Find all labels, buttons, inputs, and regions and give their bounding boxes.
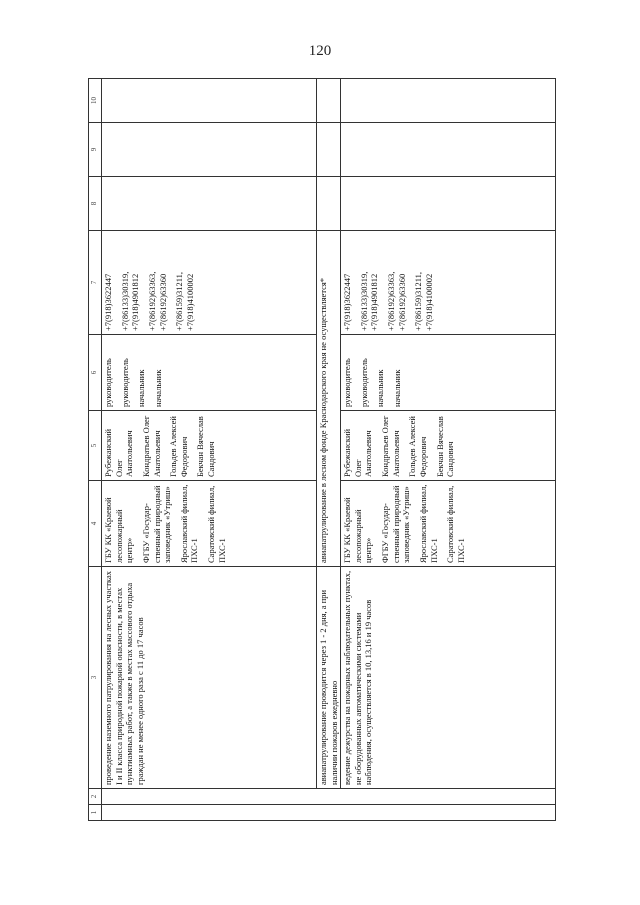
col-header-5: 5 bbox=[89, 411, 102, 481]
phone-text: +7(86159)31211, +7(918)4100002 bbox=[413, 271, 434, 331]
org-name: ГБУ КК «Краевой лесопожарный центр» bbox=[103, 497, 135, 563]
empty-cell bbox=[316, 123, 340, 177]
phone-text: +7(86192)63363, +7(86192)63360 bbox=[146, 271, 168, 331]
person-name: Гольдев Алексей Федорович bbox=[168, 416, 189, 477]
row-number-cell bbox=[102, 805, 556, 821]
plan-table bbox=[88, 78, 556, 821]
position-text: начальник bbox=[375, 369, 386, 407]
position-text: руководитель bbox=[119, 358, 130, 407]
phone-text: +7(86133)30319, +7(918)4901812 bbox=[119, 271, 141, 331]
col-header-3: 3 bbox=[89, 567, 102, 789]
position-text: руководитель bbox=[342, 358, 353, 407]
empty-cell bbox=[341, 177, 556, 231]
aviation-cell: авиапатрулирование проводится через 1 - 2 дня, а при наличии пожаров ежедневно bbox=[316, 567, 340, 789]
table-row bbox=[102, 79, 317, 821]
empty-cell bbox=[316, 79, 340, 123]
org-cell bbox=[341, 481, 556, 567]
position-cell bbox=[341, 335, 556, 411]
org-name: Ярославский филиал, ПХС-1 bbox=[417, 484, 439, 563]
phone-text: +7(918)3622447 bbox=[103, 273, 113, 331]
table-row bbox=[316, 79, 340, 821]
col-header-9: 9 bbox=[89, 123, 102, 177]
person-name: Рубежанский Олег Анатольевич bbox=[103, 428, 135, 477]
phone-text: +7(86159)31211, +7(918)4100002 bbox=[174, 271, 195, 331]
position-text: руководитель bbox=[358, 358, 369, 407]
phone-text: +7(86192)63363, +7(86192)63360 bbox=[386, 271, 407, 331]
col-header-10: 10 bbox=[89, 79, 102, 123]
position-text: начальник bbox=[136, 369, 147, 407]
activity-cell: проведение наземного патрулирования на лесных участках I и II класса природной пожарной опасности, в местах пунктиамных работ, а также в местах массового отдыха граждан не менее одного раза с 11 до 17 часов bbox=[102, 567, 317, 789]
empty-cell bbox=[102, 123, 317, 177]
col-header-8: 8 bbox=[89, 177, 102, 231]
empty-cell bbox=[341, 123, 556, 177]
activity-cell: ведение дежурства на пожарных наблюдательных пунктах, не оборудованных автоматическими системами наблюдения, осуществляется в 10, 13,16 и 19 часов bbox=[341, 567, 556, 789]
person-name: Кондратьев Олег Анатольевич bbox=[380, 415, 401, 477]
org-name: Саратовский филиал, ПХС-1 bbox=[206, 485, 227, 563]
person-cell bbox=[341, 411, 556, 481]
org-name: Саратовский филиал, ПХС-1 bbox=[445, 485, 466, 563]
position-cell bbox=[102, 335, 317, 411]
col-header-6: 6 bbox=[89, 335, 102, 411]
org-name: ГБУ КК «Краевой лесопожарный центр» bbox=[342, 497, 374, 563]
page-number: 120 bbox=[308, 43, 332, 59]
person-name: Кондратьев Олег Анатольевич bbox=[140, 415, 162, 477]
org-name: ФГБУ «Государ-ственный природный заповедник «Утриш» bbox=[380, 485, 412, 563]
aviation-note-cell: авиапатрулирование в лесном фонде Краснодарского края не осуществляется* bbox=[316, 231, 340, 567]
empty-cell bbox=[102, 177, 317, 231]
col-header-7: 7 bbox=[89, 231, 102, 335]
person-name: Рубежанский Олег Анатольевич bbox=[342, 428, 374, 477]
phone-cell bbox=[102, 231, 317, 335]
item-cell bbox=[102, 789, 556, 805]
phone-text: +7(86133)30319, +7(918)4901812 bbox=[358, 271, 380, 331]
header-row bbox=[89, 79, 102, 821]
position-text: руководитель bbox=[103, 358, 113, 407]
person-name: Гольдев Алексей Федорович bbox=[407, 416, 428, 477]
position-text: начальник bbox=[152, 369, 163, 407]
phone-text: +7(918)3622447 bbox=[342, 273, 353, 331]
person-name: Бекчан Вячеслав Сандович bbox=[434, 416, 456, 477]
person-cell bbox=[102, 411, 317, 481]
col-header-2: 2 bbox=[89, 789, 102, 805]
org-name: ФГБУ «Государ-ственный природный заповедник «Утриш» bbox=[140, 485, 173, 563]
person-name: Бекчан Вячеслав Сандович bbox=[195, 416, 216, 477]
empty-cell bbox=[316, 177, 340, 231]
position-text: начальник bbox=[392, 369, 402, 407]
col-header-4: 4 bbox=[89, 481, 102, 567]
org-cell bbox=[102, 481, 317, 567]
table-row bbox=[341, 79, 556, 821]
rotated-table-container bbox=[88, 79, 556, 821]
col-header-1: 1 bbox=[89, 805, 102, 821]
empty-cell bbox=[102, 79, 317, 123]
phone-cell bbox=[341, 231, 556, 335]
org-name: Ярославский филиал, ПХС-1 bbox=[178, 484, 200, 563]
empty-cell bbox=[341, 79, 556, 123]
